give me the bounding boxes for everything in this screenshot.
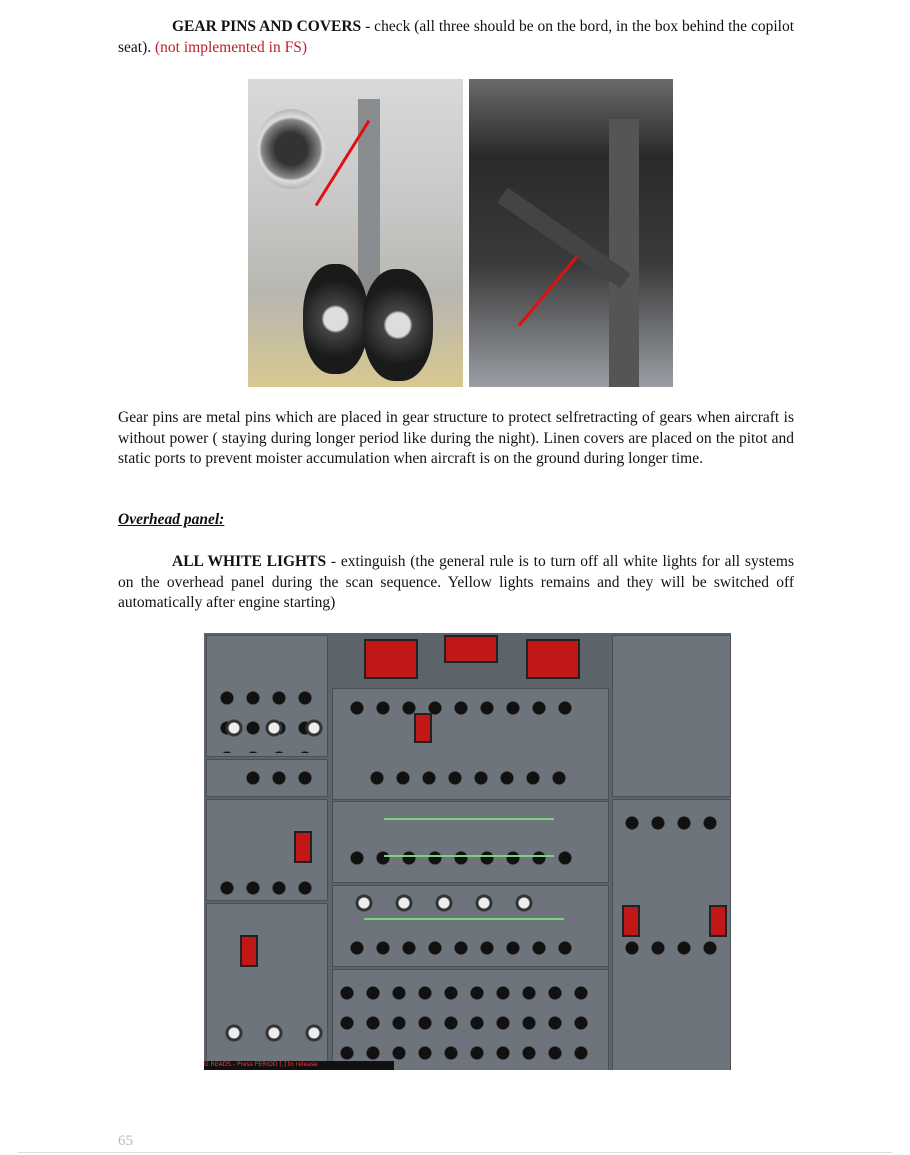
gear-strut xyxy=(609,119,639,387)
red-guard xyxy=(240,935,258,967)
panel-statusbar: G READS - Press PERIOD [.] to release xyxy=(204,1061,394,1070)
red-guard xyxy=(364,639,418,679)
white-lights-paragraph xyxy=(118,552,794,614)
button-grid xyxy=(619,933,729,963)
overhead-heading-text: Overhead panel: xyxy=(118,511,225,528)
knob-row xyxy=(214,708,324,748)
tire-left xyxy=(303,264,368,374)
red-guard xyxy=(444,635,498,663)
button-grid xyxy=(344,933,584,963)
red-guard xyxy=(709,905,727,937)
gear-description: Gear pins are metal pins which are placed in gear structure to protect selfretracting of gears when aircraft is without power ( staying during longer period like during the night). Linen covers are placed on the pitot and static ports to prevent moister accumulation when aircraft is on the ground during longer time. xyxy=(118,409,794,467)
gear-pins-text: - check (all three should be on the bord, in the box behind the copilot seat). xyxy=(118,18,794,56)
white-lights-title: ALL WHITE LIGHTS xyxy=(172,553,327,570)
gear-bay-photo xyxy=(469,79,673,387)
button-grid xyxy=(364,763,574,793)
engine-shape xyxy=(256,109,326,189)
button-grid xyxy=(214,873,324,903)
overhead-panel-image xyxy=(204,633,731,1070)
gear-pins-note: (not implemented in FS) xyxy=(155,38,307,56)
button-grid xyxy=(344,843,584,873)
white-lights-text: - extinguish (the general rule is to turn off all white lights for all systems on the overhead panel during the scan sequence. Yellow lights remains and they will be switched off automatically after engine starting) xyxy=(118,553,794,611)
knob-row xyxy=(214,1013,324,1053)
footer-divider xyxy=(18,1152,892,1153)
button-grid xyxy=(240,763,320,793)
schematic-line xyxy=(384,818,554,820)
tire-right xyxy=(363,269,433,381)
button-grid xyxy=(344,693,584,723)
schematic-line xyxy=(384,855,554,857)
button-grid xyxy=(619,808,729,838)
gear-pins-title: GEAR PINS AND COVERS xyxy=(172,18,362,35)
page-number: 65 xyxy=(118,1133,133,1149)
overhead-heading xyxy=(118,510,794,531)
red-guard xyxy=(622,905,640,937)
red-guard xyxy=(526,639,580,679)
nose-gear-photo xyxy=(248,79,463,387)
button-grid xyxy=(334,978,594,1068)
gear-pins-paragraph xyxy=(118,17,794,58)
red-guard xyxy=(414,713,432,743)
red-guard xyxy=(294,831,312,863)
panel-section xyxy=(612,635,731,797)
red-arrow xyxy=(518,256,578,327)
schematic-line xyxy=(364,918,564,920)
knob-row xyxy=(344,883,544,923)
